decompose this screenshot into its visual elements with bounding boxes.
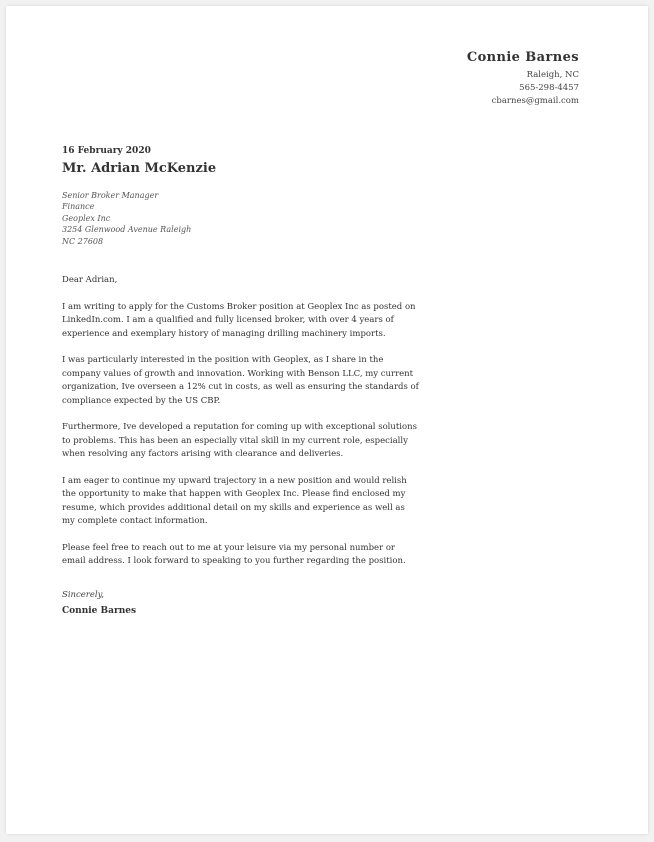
- letter-date: 16 February 2020: [62, 146, 151, 156]
- recipient-address-line1: 3254 Glenwood Avenue Raleigh: [62, 225, 192, 235]
- recipient-address-block: [62, 190, 191, 247]
- recipient-company: Geoplex Inc: [62, 213, 111, 223]
- recipient-name: Mr. Adrian McKenzie: [62, 161, 217, 176]
- recipient-department: Finance: [62, 202, 95, 212]
- sender-header: [467, 50, 579, 108]
- recipient-title: Senior Broker Manager: [62, 191, 159, 200]
- body-paragraph: Please feel free to reach out to me at your leisure via my personal number or email address. I look forward to speaking to you further regarding the position.: [62, 542, 406, 566]
- recipient-address-line2: NC 27608: [62, 236, 104, 246]
- closing: Sincerely,: [62, 590, 104, 600]
- letter-body: [62, 274, 420, 582]
- sender-email: cbarnes@gmail.com: [491, 96, 579, 106]
- body-paragraph: I was particularly interested in the position with Geoplex, as I share in the company values of growth and innovation. Working with Benson LLC, my current organization, Ive overseen a 12% cut in costs, as well as ensuring the standards of compliance expected by the US CBP.: [62, 355, 419, 406]
- body-paragraph: I am writing to apply for the Customs Broker position at Geoplex Inc as posted on LinkedIn.com. I am a qualified and fully licensed broker, with over 4 years of experience and exemplary history of managing drilling machinery imports.: [62, 301, 416, 339]
- sender-name: Connie Barnes: [466, 50, 579, 65]
- salutation: Dear Adrian,: [62, 275, 118, 285]
- sender-phone: 565-298-4457: [519, 83, 579, 93]
- signature: Connie Barnes: [62, 606, 137, 616]
- letter-page: [6, 6, 648, 834]
- sender-location: Raleigh, NC: [526, 70, 579, 80]
- body-paragraph: Furthermore, Ive developed a reputation for coming up with exceptional solutions to problems. This has been an especially vital skill in my current role, especially when resolving any factors arising with clearance and deliveries.: [62, 422, 417, 459]
- body-paragraph: I am eager to continue my upward trajectory in a new position and would relish the opportunity to make that happen with Geoplex Inc. Please find enclosed my resume, which provides additional detail on my skills and experience as well as my complete contact information.: [62, 475, 407, 526]
